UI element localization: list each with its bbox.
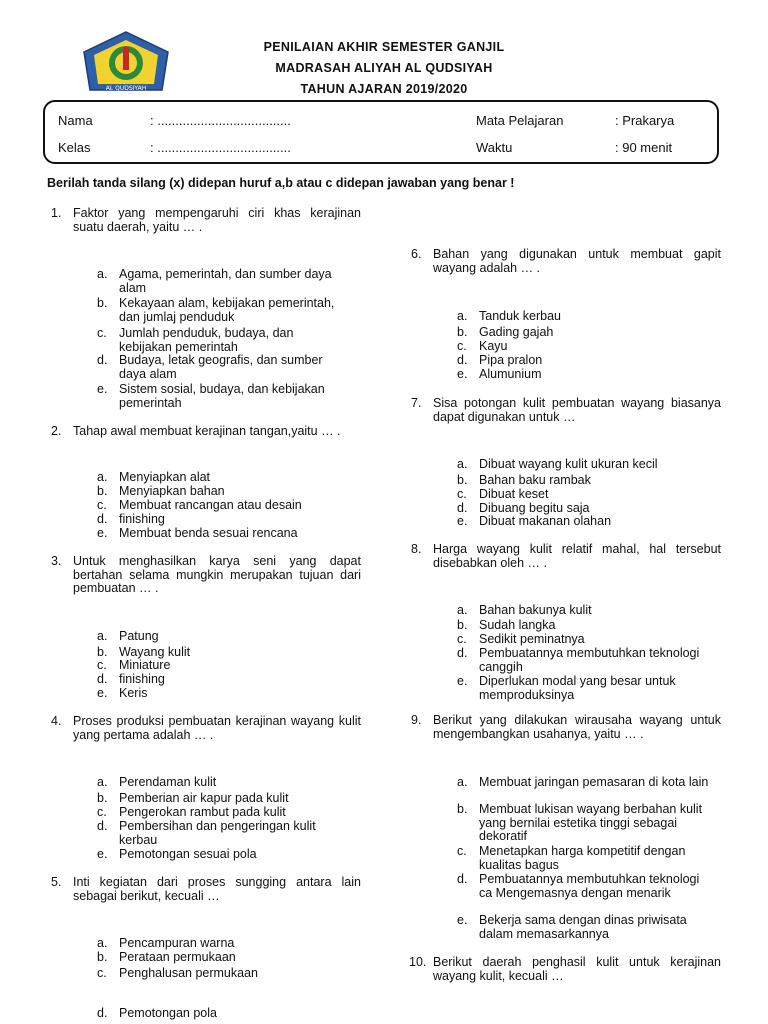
academic-year: TAHUN AJARAN 2019/2020 — [300, 82, 468, 96]
option-text: Dibuat wayang kulit ukuran kecil — [479, 457, 658, 471]
option-text: Perataan permukaan — [119, 950, 236, 964]
option-text: Membuat jaringan pemasaran di kota lain — [479, 775, 709, 789]
option-letter: c. — [97, 966, 107, 980]
option-text: Wayang kulit — [119, 645, 191, 659]
option-text: Pembersihan dan pengeringan kulit kerbau — [119, 819, 316, 847]
question-number: 1. — [51, 206, 62, 220]
option-text: Sistem sosial, budaya, dan kebijakan pemerintah — [119, 382, 325, 410]
option-letter: e. — [97, 526, 108, 540]
option-text: Pemotongan sesuai pola — [119, 847, 257, 861]
option-letter: a. — [97, 470, 108, 484]
option-letter: a. — [97, 775, 108, 789]
option-letter: b. — [97, 296, 108, 310]
option-letter: d. — [97, 512, 108, 526]
option-text: Agama, pemerintah, dan sumber daya alam — [119, 267, 332, 295]
option-text: Alumunium — [479, 367, 542, 381]
option-letter: a. — [457, 775, 468, 789]
kelas-label: Kelas — [58, 140, 91, 155]
option-letter: a. — [97, 629, 108, 643]
nama-field[interactable]: : ..................................... — [150, 113, 291, 128]
option-letter: d. — [457, 872, 468, 886]
question-number: 9. — [411, 713, 422, 727]
option-text: Pipa pralon — [479, 353, 543, 367]
option-text: Pembuatannya membutuhkan teknologi ca Mengemasnya dengan menarik — [479, 872, 700, 900]
option-letter: d. — [97, 1006, 108, 1020]
option-letter: b. — [97, 791, 108, 805]
option-text: Dibuat makanan olahan — [479, 514, 612, 528]
question-number: 2. — [51, 424, 62, 438]
time-value: : 90 menit — [615, 140, 673, 155]
question-number: 8. — [411, 542, 422, 556]
option-text: Membuat lukisan wayang berbahan kulit yang bernilai estetika tinggi sebagai dekoratif — [479, 802, 703, 844]
option-text: Bahan bakunya kulit — [479, 603, 592, 617]
option-text: Membuat rancangan atau desain — [119, 498, 302, 512]
option-letter: e. — [457, 367, 468, 381]
option-letter: b. — [457, 618, 468, 632]
question-text: Berikut daerah penghasil kulit untuk kerajinan wayang kulit, kecuali … — [433, 955, 721, 983]
option-text: Dibuang begitu saja — [479, 501, 590, 515]
option-letter: b. — [97, 645, 108, 659]
option-letter: c. — [457, 632, 467, 646]
option-text: Diperlukan modal yang besar untuk memproduksinya — [479, 674, 676, 702]
option-letter: a. — [97, 936, 108, 950]
nama-label: Nama — [58, 113, 93, 128]
option-text: Pemotongan pola — [119, 1006, 217, 1020]
question-text: Faktor yang mempengaruhi ciri khas kerajinan suatu daerah, yaitu … . — [73, 206, 361, 234]
option-letter: c. — [97, 658, 107, 672]
option-text: Patung — [119, 629, 159, 643]
option-text: Sudah langka — [479, 618, 556, 632]
option-letter: a. — [457, 309, 468, 323]
option-text: Membuat benda sesuai rencana — [119, 526, 298, 540]
option-letter: c. — [457, 339, 467, 353]
option-text: Kayu — [479, 339, 508, 353]
school-name: MADRASAH ALIYAH AL QUDSIYAH — [275, 61, 493, 75]
option-text: Tanduk kerbau — [479, 309, 562, 323]
option-letter: e. — [457, 913, 468, 927]
question-text: Inti kegiatan dari proses sungging antara lain sebagai berikut, kecuali … — [73, 875, 361, 903]
option-letter: a. — [97, 267, 108, 281]
option-text: Menyiapkan bahan — [119, 484, 225, 498]
question-text: Untuk menghasilkan karya seni yang dapat bertahan selama mungkin merupakan tujuan dari pembuatan … . — [73, 554, 361, 596]
option-text: Perendaman kulit — [119, 775, 217, 789]
question-number: 6. — [411, 247, 422, 261]
option-letter: e. — [457, 674, 468, 688]
subject-label: Mata Pelajaran — [476, 113, 564, 128]
option-text: finishing — [119, 512, 165, 526]
option-letter: d. — [457, 353, 468, 367]
option-text: Penghalusan permukaan — [119, 966, 258, 980]
option-text: Sedikit peminatnya — [479, 632, 585, 646]
option-text: Bahan baku rambak — [479, 473, 591, 487]
option-letter: b. — [457, 473, 468, 487]
option-text: Dibuat keset — [479, 487, 549, 501]
option-letter: c. — [97, 805, 107, 819]
option-text: Jumlah penduduk, budaya, dan kebijakan pemerintah — [119, 326, 294, 354]
option-letter: e. — [97, 847, 108, 861]
option-letter: c. — [457, 844, 467, 858]
option-letter: d. — [97, 672, 108, 686]
option-letter: a. — [457, 457, 468, 471]
option-text: Menyiapkan alat — [119, 470, 211, 484]
question-text: Bahan yang digunakan untuk membuat gapit wayang adalah … . — [433, 247, 721, 275]
question-text: Harga wayang kulit relatif mahal, hal tersebut disebabkan oleh … . — [433, 542, 721, 570]
option-letter: d. — [97, 819, 108, 833]
option-letter: e. — [97, 382, 108, 396]
option-text: Pencampuran warna — [119, 936, 235, 950]
question-number: 4. — [51, 714, 62, 728]
option-letter: c. — [457, 487, 467, 501]
option-letter: e. — [97, 686, 108, 700]
option-letter: b. — [97, 484, 108, 498]
option-letter: a. — [457, 603, 468, 617]
question-number: 3. — [51, 554, 62, 568]
option-letter: d. — [457, 501, 468, 515]
instruction-text: Berilah tanda silang (x) didepan huruf a,b atau c didepan jawaban yang benar ! — [47, 176, 515, 190]
kelas-field[interactable]: : ..................................... — [150, 140, 291, 155]
option-letter: c. — [97, 498, 107, 512]
option-text: Keris — [119, 686, 148, 700]
time-label: Waktu — [476, 140, 513, 155]
subject-value: : Prakarya — [615, 113, 675, 128]
option-letter: d. — [97, 353, 108, 367]
question-number: 5. — [51, 875, 62, 889]
question-number: 7. — [411, 396, 422, 410]
option-text: Kekayaan alam, kebijakan pemerintah, dan jumlaj penduduk — [119, 296, 335, 324]
option-letter: e. — [457, 514, 468, 528]
option-text: finishing — [119, 672, 165, 686]
option-text: Gading gajah — [479, 325, 554, 339]
option-text: Pembuatannya membutuhkan teknologi canggih — [479, 646, 700, 674]
question-text: Tahap awal membuat kerajinan tangan,yaitu … . — [73, 424, 341, 438]
svg-text:AL QUDSIYAH: AL QUDSIYAH — [105, 85, 147, 92]
option-text: Miniature — [119, 658, 171, 672]
option-letter: b. — [457, 325, 468, 339]
option-letter: d. — [457, 646, 468, 660]
option-letter: c. — [97, 326, 107, 340]
option-text: Pemberian air kapur pada kulit — [119, 791, 289, 805]
question-text: Sisa potongan kulit pembuatan wayang biasanya dapat digunakan untuk … — [433, 396, 721, 424]
option-text: Bekerja sama dengan dinas priwisata dalam memasarkannya — [479, 913, 687, 941]
option-letter: b. — [457, 802, 468, 816]
exam-title: PENILAIAN AKHIR SEMESTER GANJIL — [263, 40, 505, 54]
question-number: 10. — [409, 955, 427, 969]
question-text: Berikut yang dilakukan wirausaha wayang untuk mengembangkan usahanya, yaitu … . — [433, 713, 721, 741]
option-text: Pengerokan rambut pada kulit — [119, 805, 286, 819]
option-letter: b. — [97, 950, 108, 964]
option-text: Menetapkan harga kompetitif dengan kualitas bagus — [479, 844, 686, 872]
question-text: Proses produksi pembuatan kerajinan wayang kulit yang pertama adalah … . — [73, 714, 361, 742]
option-text: Budaya, letak geografis, dan sumber daya alam — [119, 353, 323, 381]
